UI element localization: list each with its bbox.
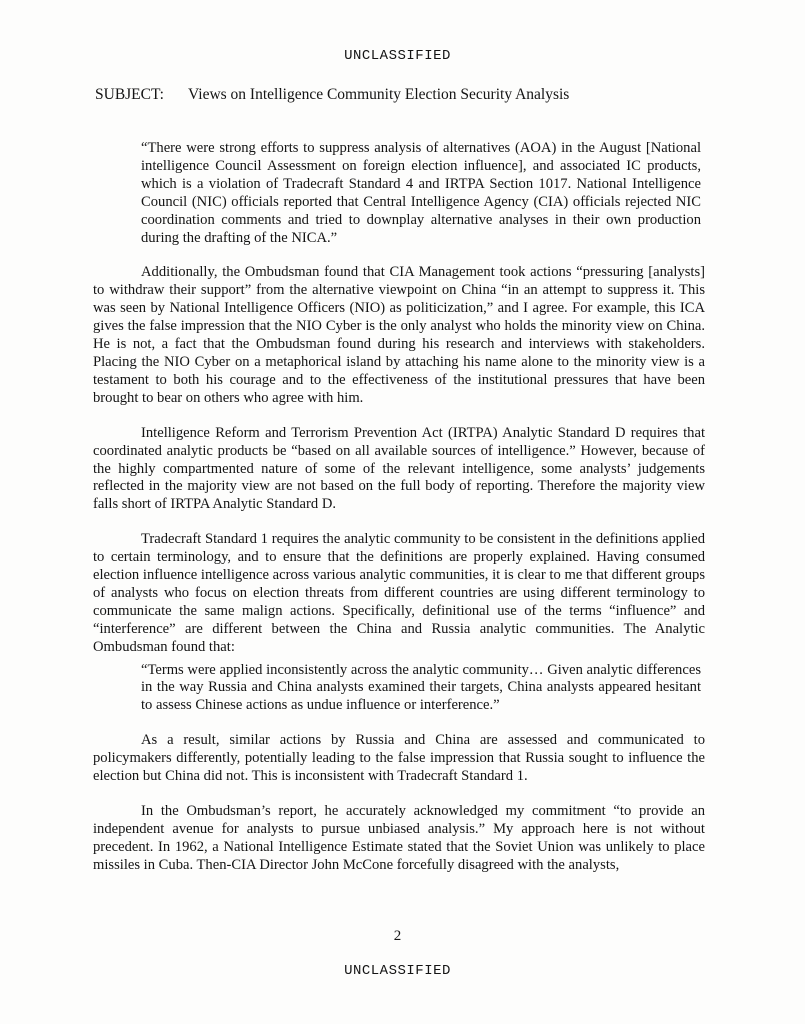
quote-paragraph: “Terms were applied inconsistently across the analytic community… Given analytic differences in the way Russia and China analysts examined their targets, China analysts appeared hesitant to assess Chinese actions as undue influence or interference.” [141,661,701,714]
page-number: 2 [393,928,402,944]
document-body [93,140,705,892]
body-paragraph: In the Ombudsman’s report, he accurately acknowledged my commitment “to provide an independent avenue for analysts to pursue unbiased analysis.” My approach here is not without precedent. In 1962, a National Intelligence Estimate stated that the Soviet Union was unlikely to place missiles in Cuba. Then-CIA Director John McCone forcefully disagreed with the analysts, [93,803,705,873]
body-paragraph: As a result, similar actions by Russia and China are assessed and communicated to policymakers differently, potentially leading to the false impression that Russia sought to influence the election but China did not. This is inconsistent with Tradecraft Standard 1. [93,732,705,785]
classification-marking-top: UNCLASSIFIED [344,48,451,64]
body-paragraph: Additionally, the Ombudsman found that CIA Management took actions “pressuring [analysts] to withdraw their support” from the alternative viewpoint on China “in an attempt to suppress it. This was seen by National Intelligence Officers (NIO) as politicization,” and I agree. For example, this ICA gives the false impression that the NIO Cyber is the only analyst who holds the minority view on China. He is not, a fact that the Ombudsman found during his research and interviews with stakeholders. Placing the NIO Cyber on a metaphorical island by attaching his name alone to the minority view is a testament to both his courage and to the effectiveness of the institutional pressures that have been brought to bear on others who agree with him. [93,264,705,406]
subject-text: Views on Intelligence Community Election Security Analysis [188,86,570,103]
body-paragraph: Tradecraft Standard 1 requires the analytic community to be consistent in the definitions applied to certain terminology, and to ensure that the definitions are properly explained. Having consumed election influence intelligence across various analytic communities, it is clear to me that different groups of analysts who focus on election threats from different countries are using different terminology to communicate the same malign actions. Specifically, definitional use of the terms “influence” and “interference” are different between the China and Russia analytic communities. The Analytic Ombudsman found that: [93,531,705,655]
subject-line [95,86,569,104]
classification-marking-bottom: UNCLASSIFIED [344,963,451,979]
subject-label: SUBJECT: [95,86,164,103]
quote-paragraph: “There were strong efforts to suppress analysis of alternatives (AOA) in the August [National intelligence Council Assessment on foreign election influence], and associated IC products, which is a violation of Tradecraft Standard 4 and IRTPA Section 1017. National Intelligence Council (NIC) officials reported that Central Intelligence Agency (CIA) officials rejected NIC coordination comments and tried to downplay alternative analyses in their own production during the drafting of the NICA.” [141,140,701,246]
body-paragraph: Intelligence Reform and Terrorism Prevention Act (IRTPA) Analytic Standard D requires that coordinated analytic products be “based on all available sources of intelligence.” However, because of the highly compartmented nature of some of the relevant intelligence, some analysts’ judgements reflected in the majority view are not based on the full body of reporting. Therefore the majority view falls short of IRTPA Analytic Standard D. [93,424,705,513]
